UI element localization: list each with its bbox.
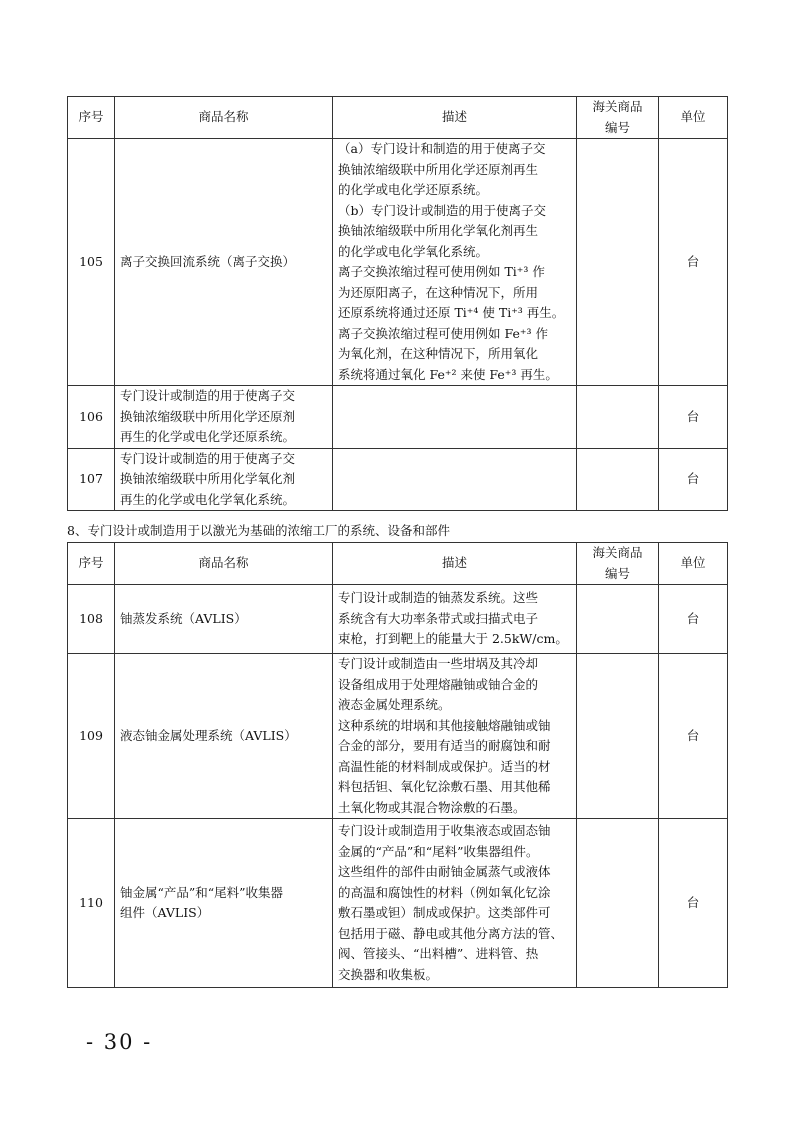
desc-line: 为氧化剂，在这种情况下，所用氧化	[338, 346, 539, 361]
row-desc	[333, 819, 577, 988]
desc-line: 料包括钽、氧化钇涂敷石墨、用其他稀	[338, 779, 551, 794]
table-row	[68, 139, 728, 386]
row-code	[577, 585, 659, 654]
desc-line: 的高温和腐蚀性的材料（例如氧化钇涂	[338, 884, 551, 900]
row-code	[577, 654, 659, 819]
row-code	[577, 139, 659, 386]
header-code-line2: 编号	[604, 565, 630, 581]
header-code	[577, 97, 659, 139]
name-line: 专门设计或制造的用于使离子交	[120, 388, 296, 403]
desc-line: （b）专门设计或制造的用于使离子交	[338, 202, 547, 218]
desc-line: 的化学或电化学还原系统。	[338, 182, 489, 197]
row-code	[577, 448, 659, 511]
desc-line: 专门设计或制造的铀蒸发系统。这些	[338, 590, 539, 606]
table-row	[68, 585, 728, 654]
header-code-line1: 海关商品	[592, 545, 643, 560]
row-seq: 110	[68, 819, 115, 988]
name-line: 铀金属“产品”和“尾料”收集器	[120, 884, 284, 900]
section-heading: 8、专门设计或制造用于以激光为基础的浓缩工厂的系统、设备和部件	[67, 523, 450, 538]
header-code	[577, 543, 659, 585]
desc-line: 还原系统将通过还原 Ti⁺⁴ 使 Ti⁺³ 再生。	[338, 305, 565, 320]
table-row	[68, 386, 728, 449]
desc-line: 系统将通过氧化 Fe⁺² 来使 Fe⁺³ 再生。	[338, 366, 558, 382]
table-header-row	[68, 97, 728, 139]
row-unit: 台	[659, 654, 728, 819]
header-code-line2: 编号	[604, 119, 630, 135]
name-line: 组件（AVLIS）	[120, 905, 210, 920]
row-unit: 台	[659, 448, 728, 511]
name-line: 换铀浓缩级联中所用化学氧化剂	[120, 471, 296, 486]
header-seq: 序号	[68, 543, 115, 585]
desc-line: 高温性能的材料制成或保护。适当的材	[338, 758, 551, 774]
row-unit: 台	[659, 139, 728, 386]
desc-line: 这些组件的部件由耐铀金属蒸气或液体	[338, 864, 551, 879]
row-desc	[333, 585, 577, 654]
row-name	[115, 819, 333, 988]
export-control-table-2	[67, 542, 728, 988]
export-control-table-1	[67, 96, 728, 511]
row-seq: 107	[68, 448, 115, 511]
desc-line: 这种系统的坩埚和其他接触熔融铀或铀	[338, 717, 551, 733]
desc-line: 敷石墨或钽）制成或保护。这类部件可	[338, 905, 551, 920]
table-row	[68, 448, 728, 511]
name-line: 换铀浓缩级联中所用化学还原剂	[120, 408, 296, 424]
row-seq: 108	[68, 585, 115, 654]
name-line: 再生的化学或电化学还原系统。	[120, 429, 296, 444]
desc-line: 金属的“产品”和“尾料”收集器组件。	[338, 843, 539, 859]
table-row	[68, 654, 728, 819]
row-seq: 106	[68, 386, 115, 449]
header-unit: 单位	[659, 97, 728, 139]
table-row	[68, 819, 728, 988]
row-unit: 台	[659, 386, 728, 449]
header-desc: 描述	[333, 543, 577, 585]
header-code-line1: 海关商品	[592, 99, 643, 114]
row-code	[577, 819, 659, 988]
row-name	[115, 386, 333, 449]
desc-line: 设备组成用于处理熔融铀或铀合金的	[338, 676, 539, 692]
header-unit: 单位	[659, 543, 728, 585]
row-name	[115, 448, 333, 511]
row-seq: 105	[68, 139, 115, 386]
row-unit: 台	[659, 819, 728, 988]
row-desc	[333, 654, 577, 819]
desc-line: 土氧化物或其混合物涂敷的石墨。	[338, 799, 526, 815]
header-desc: 描述	[333, 97, 577, 139]
desc-line: 的化学或电化学氧化系统。	[338, 243, 489, 259]
desc-line: 离子交换浓缩过程可使用例如 Fe⁺³ 作	[338, 325, 548, 341]
desc-line: 专门设计或制造用于收集液态或固态铀	[338, 823, 551, 838]
row-desc	[333, 139, 577, 386]
desc-line: 换铀浓缩级联中所用化学氧化剂再生	[338, 223, 539, 238]
desc-line: 合金的部分，要用有适当的耐腐蚀和耐	[338, 738, 551, 753]
desc-line: 离子交换浓缩过程可使用例如 Ti⁺³ 作	[338, 264, 545, 279]
table-header-row	[68, 543, 728, 585]
name-line: 专门设计或制造的用于使离子交	[120, 450, 296, 466]
row-unit: 台	[659, 585, 728, 654]
desc-line: 为还原阳离子，在这种情况下，所用	[338, 284, 539, 300]
row-name: 铀蒸发系统（AVLIS）	[115, 585, 333, 654]
header-name: 商品名称	[115, 97, 333, 139]
desc-line: 专门设计或制造由一些坩埚及其冷却	[338, 656, 539, 671]
row-desc	[333, 386, 577, 449]
desc-line: 包括用于磁、静电或其他分离方法的管、	[338, 925, 564, 941]
header-seq: 序号	[68, 97, 115, 139]
row-desc	[333, 448, 577, 511]
header-name: 商品名称	[115, 543, 333, 585]
desc-line: 系统含有大功率条带式或扫描式电子	[338, 610, 539, 626]
row-seq: 109	[68, 654, 115, 819]
desc-line: 换铀浓缩级联中所用化学还原剂再生	[338, 161, 539, 177]
desc-line: 液态金属处理系统。	[338, 697, 451, 712]
row-name: 离子交换回流系统（离子交换）	[115, 139, 333, 386]
desc-line: 交换器和收集板。	[338, 966, 439, 982]
row-code	[577, 386, 659, 449]
desc-line: 阀、管接头、“出料槽”、进料管、热	[338, 946, 539, 961]
desc-line: （a）专门设计和制造的用于使离子交	[338, 141, 546, 156]
row-name: 液态铀金属处理系统（AVLIS）	[115, 654, 333, 819]
desc-line: 束枪，打到靶上的能量大于 2.5kW/cm。	[338, 631, 568, 647]
page-number: - 30 -	[86, 1030, 153, 1054]
name-line: 再生的化学或电化学氧化系统。	[120, 491, 296, 507]
